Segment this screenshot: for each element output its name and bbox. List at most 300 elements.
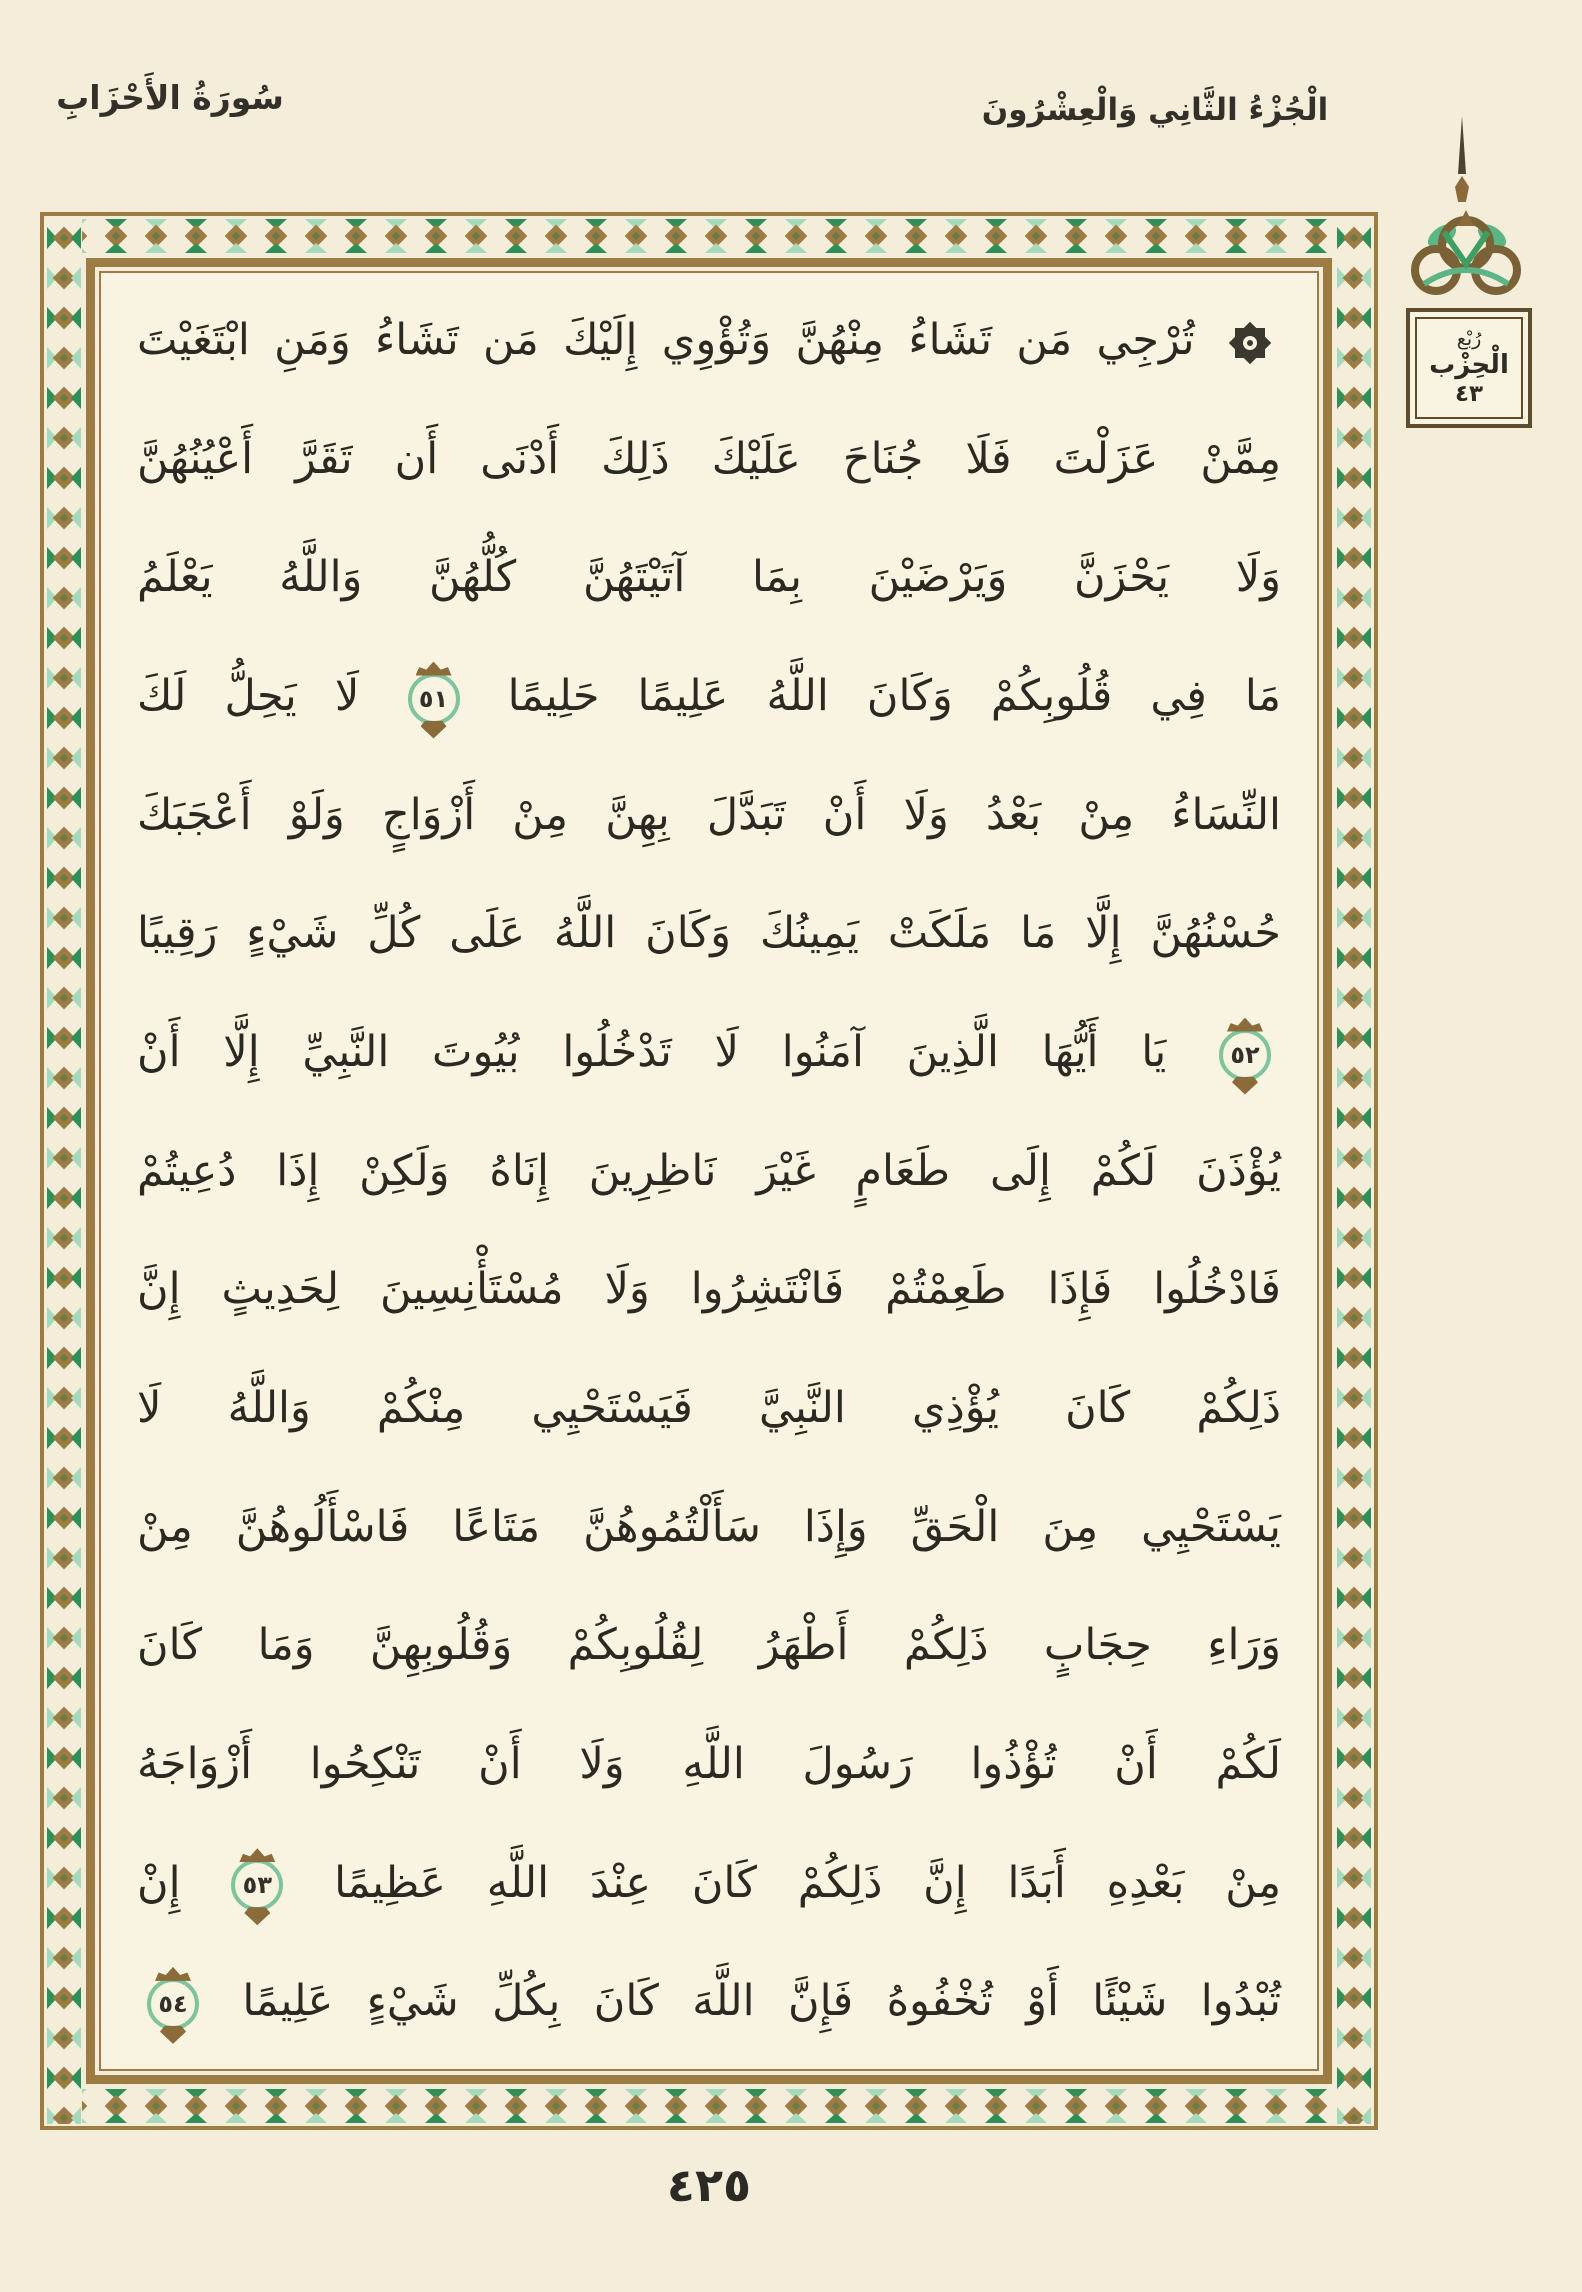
border-cell	[216, 2088, 256, 2124]
border-cell	[46, 1898, 82, 1938]
border-cell	[1336, 538, 1372, 578]
border-diamond-icon	[1343, 467, 1366, 490]
border-diamond-icon	[1105, 2095, 1128, 2118]
border-cell	[1216, 2088, 1256, 2124]
border-cell	[616, 2088, 656, 2124]
border-cell	[46, 1538, 82, 1578]
border-cell	[1336, 1818, 1372, 1858]
border-diamond-icon	[53, 1787, 76, 1810]
border-cell	[1336, 1378, 1372, 1418]
quran-line	[121, 1468, 1297, 1587]
border-diamond-icon	[1185, 2095, 1208, 2118]
border-diamond-icon	[705, 2095, 728, 2118]
border-diamond-icon	[1025, 2095, 1048, 2118]
quran-text-segment: حُسْنُهُنَّ إِلَّا مَا مَلَكَتْ يَمِينُكَ وَكَانَ اللَّهُ عَلَى كُلِّ شَيْءٍ رَقِيبًا	[137, 908, 1281, 959]
border-diamond-icon	[1343, 1987, 1366, 2010]
border-cell	[576, 218, 616, 254]
border-diamond-icon	[53, 1267, 76, 1290]
border-diamond-icon	[53, 1747, 76, 1770]
border-diamond-icon	[1265, 2095, 1288, 2118]
border-diamond-icon	[905, 225, 928, 248]
border-cell	[46, 1458, 82, 1498]
quran-text-segment: يَا أَيُّهَا الَّذِينَ آمَنُوا لَا تَدْخُلُوا بُيُوتَ النَّبِيِّ إِلَّا أَنْ	[137, 1027, 1167, 1078]
quran-text-segment: مَا فِي قُلُوبِكُمْ وَكَانَ اللَّهُ عَلِيمًا حَلِيمًا	[507, 671, 1282, 722]
border-diamond-icon	[53, 227, 76, 250]
border-cell	[1016, 2088, 1056, 2124]
border-cell	[1136, 218, 1176, 254]
border-diamond-icon	[825, 2095, 848, 2118]
border-cell	[1216, 218, 1256, 254]
border-cell	[46, 1138, 82, 1178]
border-cell	[46, 1738, 82, 1778]
quran-line	[121, 400, 1297, 519]
border-cell	[46, 2058, 82, 2098]
border-cell	[1016, 218, 1056, 254]
border-diamond-icon	[1343, 907, 1366, 930]
ayah-end-marker-icon	[231, 1859, 283, 1911]
border-diamond-icon	[865, 225, 888, 248]
border-cell	[1336, 1338, 1372, 1378]
border-cell	[46, 658, 82, 698]
border-diamond-icon	[1343, 587, 1366, 610]
border-diamond-icon	[82, 2095, 87, 2118]
border-cell	[536, 2088, 576, 2124]
border-cell	[46, 1098, 82, 1138]
border-diamond-icon	[745, 225, 768, 248]
border-diamond-icon	[53, 1947, 76, 1970]
border-diamond-icon	[505, 2095, 528, 2118]
border-diamond-icon	[53, 1547, 76, 1570]
border-diamond-icon	[53, 747, 76, 770]
quran-text-segment: وَرَاءِ حِجَابٍ ذَلِكُمْ أَطْهَرُ لِقُلُوبِكُمْ وَقُلُوبِهِنَّ وَمَا كَانَ	[137, 1620, 1281, 1671]
border-diamond-icon	[53, 1867, 76, 1890]
border-cell	[416, 2088, 456, 2124]
border-diamond-icon	[1105, 225, 1128, 248]
border-diamond-icon	[53, 387, 76, 410]
border-diamond-icon	[1343, 2067, 1366, 2090]
border-diamond-icon	[465, 225, 488, 248]
border-cell	[1336, 938, 1372, 978]
border-diamond-icon	[53, 1507, 76, 1530]
border-cell	[1336, 1018, 1372, 1058]
border-diamond-icon	[53, 2067, 76, 2090]
border-diamond-icon	[1343, 307, 1366, 330]
quran-lines	[121, 281, 1297, 2061]
border-cell	[46, 698, 82, 738]
border-diamond-icon	[1343, 1547, 1366, 1570]
border-cell	[1296, 2088, 1336, 2124]
quran-text-segment: مِنْ بَعْدِهِ أَبَدًا إِنَّ ذَلِكُمْ كَانَ عِنْدَ اللَّهِ عَظِيمًا	[334, 1857, 1281, 1908]
inner-gold-frame-thin	[99, 271, 1319, 2071]
quran-text-segment: يُؤْذَنَ لَكُمْ إِلَى طَعَامٍ غَيْرَ نَاظِرِينَ إِنَاهُ وَلَكِنْ إِذَا دُعِيتُمْ	[137, 1145, 1281, 1196]
border-pattern-left	[46, 218, 82, 2124]
border-cell	[1336, 1738, 1372, 1778]
border-cell	[46, 1338, 82, 1378]
quran-line	[121, 874, 1297, 993]
border-cell	[1256, 2088, 1296, 2124]
quran-text-segment: تُرْجِي مَن تَشَاءُ مِنْهُنَّ وَتُؤْوِي إِلَيْكَ مَن تَشَاءُ وَمَنِ ابْتَغَيْتَ	[137, 315, 1195, 365]
border-cell	[46, 1858, 82, 1898]
border-diamond-icon	[53, 787, 76, 810]
border-cell	[46, 618, 82, 658]
border-diamond-icon	[1343, 2027, 1366, 2050]
border-diamond-icon	[53, 2027, 76, 2050]
border-diamond-icon	[1343, 1387, 1366, 1410]
border-diamond-icon	[1343, 1787, 1366, 1810]
border-cell	[1336, 618, 1372, 658]
border-cell	[82, 2088, 96, 2124]
ornamental-frame	[40, 212, 1378, 2130]
border-diamond-icon	[345, 2095, 368, 2118]
border-cell	[1336, 418, 1372, 458]
border-diamond-icon	[1343, 627, 1366, 650]
border-cell	[46, 1778, 82, 1818]
border-cell	[46, 858, 82, 898]
hizb-quarter-medallion	[1406, 308, 1532, 428]
quran-text-segment: يَسْتَحْيِي مِنَ الْحَقِّ وَإِذَا سَأَلْتُمُوهُنَّ مَتَاعًا فَاسْأَلُوهُنَّ مِنْ	[137, 1501, 1281, 1552]
border-cell	[46, 1058, 82, 1098]
border-cell	[46, 818, 82, 858]
quran-text-segment: لَكُمْ أَنْ تُؤْذُوا رَسُولَ اللَّهِ وَلَا أَنْ تَنْكِحُوا أَزْوَاجَهُ	[137, 1739, 1281, 1790]
border-cell	[46, 1578, 82, 1618]
border-diamond-icon	[385, 225, 408, 248]
border-pattern-right	[1336, 218, 1372, 2124]
border-diamond-icon	[1343, 1107, 1366, 1130]
border-diamond-icon	[1265, 225, 1288, 248]
border-cell	[46, 978, 82, 1018]
border-diamond-icon	[1343, 1867, 1366, 1890]
hizb-quarter-inner	[1415, 317, 1523, 419]
border-diamond-icon	[1343, 867, 1366, 890]
border-cell	[1336, 1578, 1372, 1618]
border-diamond-icon	[53, 987, 76, 1010]
border-diamond-icon	[1025, 225, 1048, 248]
hizb-label-top: رُبْع	[1456, 328, 1482, 350]
border-cell	[46, 338, 82, 378]
border-diamond-icon	[1343, 1227, 1366, 1250]
border-cell	[1336, 1298, 1372, 1338]
border-diamond-icon	[53, 1347, 76, 1370]
quran-text-segment: إِنْ	[137, 1857, 181, 1908]
border-cell	[1096, 2088, 1136, 2124]
border-diamond-icon	[145, 225, 168, 248]
quran-line	[121, 993, 1297, 1112]
border-cell	[736, 218, 776, 254]
border-cell	[46, 938, 82, 978]
border-cell	[1336, 578, 1372, 618]
border-diamond-icon	[505, 225, 528, 248]
quran-text-segment: مِمَّنْ عَزَلْتَ فَلَا جُنَاحَ عَلَيْكَ ذَلِكَ أَدْنَى أَن تَقَرَّ أَعْيُنُهُنَّ	[137, 433, 1281, 484]
border-cell	[1336, 1498, 1372, 1538]
border-diamond-icon	[1343, 1347, 1366, 1370]
border-diamond-icon	[53, 347, 76, 370]
spike-icon	[1458, 116, 1466, 174]
border-cell	[336, 2088, 376, 2124]
border-diamond-icon	[1343, 1587, 1366, 1610]
border-diamond-icon	[1343, 987, 1366, 1010]
border-diamond-icon	[225, 2095, 248, 2118]
border-diamond-icon	[625, 2095, 648, 2118]
border-cell	[46, 778, 82, 818]
border-cell	[616, 218, 656, 254]
hizb-label-main: الْحِزْب	[1429, 350, 1509, 380]
border-cell	[296, 218, 336, 254]
border-diamond-icon	[53, 1667, 76, 1690]
quran-line	[121, 281, 1297, 400]
border-cell	[1336, 2058, 1372, 2098]
quran-line	[121, 1112, 1297, 1231]
border-cell	[46, 298, 82, 338]
border-diamond-icon	[53, 1987, 76, 2010]
hizb-number: ٤٣	[1454, 381, 1484, 407]
border-cell	[96, 2088, 136, 2124]
border-diamond-icon	[785, 225, 808, 248]
border-cell	[456, 218, 496, 254]
border-cell	[496, 2088, 536, 2124]
spike-finial-icon	[1455, 176, 1469, 202]
rub-el-hizb-icon	[1227, 320, 1273, 366]
border-diamond-icon	[105, 225, 128, 248]
border-cell	[856, 2088, 896, 2124]
border-cell	[46, 1818, 82, 1858]
border-diamond-icon	[145, 2095, 168, 2118]
quran-text-segment: لَا يَحِلُّ لَكَ	[137, 671, 360, 722]
border-diamond-icon	[53, 627, 76, 650]
border-diamond-icon	[665, 225, 688, 248]
border-diamond-icon	[1225, 2095, 1248, 2118]
border-diamond-icon	[625, 225, 648, 248]
border-diamond-icon	[265, 2095, 288, 2118]
border-cell	[816, 218, 856, 254]
border-cell	[376, 2088, 416, 2124]
quran-line	[121, 1586, 1297, 1705]
border-diamond-icon	[53, 1587, 76, 1610]
border-cell	[1336, 1658, 1372, 1698]
border-cell	[456, 2088, 496, 2124]
border-cell	[1296, 218, 1336, 254]
border-diamond-icon	[1343, 267, 1366, 290]
border-diamond-icon	[105, 2095, 128, 2118]
quran-line	[121, 637, 1297, 756]
border-diamond-icon	[53, 267, 76, 290]
inner-gold-frame	[86, 258, 1332, 2084]
juz-title: الْجُزْءُ الثَّانِي وَالْعِشْرُونَ	[981, 92, 1329, 128]
border-cell	[1336, 498, 1372, 538]
border-diamond-icon	[1343, 1027, 1366, 1050]
border-cell	[46, 498, 82, 538]
border-diamond-icon	[53, 1227, 76, 1250]
border-diamond-icon	[53, 1907, 76, 1930]
border-diamond-icon	[985, 2095, 1008, 2118]
border-diamond-icon	[1343, 347, 1366, 370]
border-cell	[1256, 218, 1296, 254]
border-cell	[96, 218, 136, 254]
border-diamond-icon	[1343, 507, 1366, 530]
hizb-knot-icon	[1396, 204, 1536, 310]
border-diamond-icon	[1343, 1947, 1366, 1970]
border-cell	[46, 1178, 82, 1218]
quran-line	[121, 1349, 1297, 1468]
border-cell	[1176, 2088, 1216, 2124]
border-cell	[46, 1498, 82, 1538]
border-diamond-icon	[53, 1427, 76, 1450]
border-diamond-icon	[53, 507, 76, 530]
ayah-end-marker-icon	[1219, 1029, 1271, 1081]
border-diamond-icon	[1343, 1467, 1366, 1490]
quran-line	[121, 756, 1297, 875]
border-cell	[1336, 258, 1372, 298]
border-cell	[776, 218, 816, 254]
border-diamond-icon	[1343, 547, 1366, 570]
border-diamond-icon	[53, 1187, 76, 1210]
border-diamond-icon	[82, 225, 87, 248]
border-diamond-icon	[945, 2095, 968, 2118]
border-cell	[296, 2088, 336, 2124]
border-cell	[816, 2088, 856, 2124]
border-diamond-icon	[185, 225, 208, 248]
border-cell	[336, 218, 376, 254]
border-diamond-icon	[1225, 225, 1248, 248]
border-diamond-icon	[53, 1107, 76, 1130]
border-diamond-icon	[1343, 1667, 1366, 1690]
border-diamond-icon	[1065, 225, 1088, 248]
border-diamond-icon	[53, 947, 76, 970]
border-diamond-icon	[53, 467, 76, 490]
border-cell	[46, 1218, 82, 1258]
border-cell	[1336, 698, 1372, 738]
border-diamond-icon	[1343, 747, 1366, 770]
border-cell	[1336, 338, 1372, 378]
border-diamond-icon	[53, 907, 76, 930]
border-diamond-icon	[705, 225, 728, 248]
ayah-number: ٥٢	[1230, 1040, 1260, 1069]
ayah-number: ٥٣	[242, 1871, 272, 1900]
border-pattern-bottom	[82, 2088, 1336, 2124]
border-diamond-icon	[1343, 387, 1366, 410]
quran-text-segment: ذَلِكُمْ كَانَ يُؤْذِي النَّبِيَّ فَيَسْتَحْيِي مِنْكُمْ وَاللَّهُ لَا	[137, 1383, 1281, 1434]
border-diamond-icon	[53, 1387, 76, 1410]
border-cell	[46, 1618, 82, 1658]
border-cell	[1336, 1858, 1372, 1898]
border-diamond-icon	[785, 2095, 808, 2118]
border-pattern-top	[82, 218, 1336, 254]
ayah-end-marker-icon	[147, 1978, 199, 2030]
quran-line	[121, 1942, 1297, 2061]
border-cell	[696, 2088, 736, 2124]
border-cell	[1336, 1058, 1372, 1098]
border-diamond-icon	[345, 225, 368, 248]
border-diamond-icon	[1305, 2095, 1328, 2118]
border-diamond-icon	[1343, 787, 1366, 810]
border-diamond-icon	[53, 1627, 76, 1650]
border-diamond-icon	[53, 547, 76, 570]
border-cell	[1336, 1458, 1372, 1498]
border-cell	[936, 2088, 976, 2124]
surah-title: سُورَةُ الأَحْزَابِ	[56, 78, 284, 117]
border-cell	[1336, 658, 1372, 698]
border-cell	[46, 1978, 82, 2018]
border-diamond-icon	[53, 2107, 76, 2124]
border-diamond-icon	[1343, 667, 1366, 690]
border-diamond-icon	[53, 1467, 76, 1490]
border-cell	[656, 2088, 696, 2124]
border-cell	[46, 1698, 82, 1738]
border-cell	[1336, 1098, 1372, 1138]
quran-line	[121, 1230, 1297, 1349]
border-cell	[46, 1018, 82, 1058]
border-diamond-icon	[1343, 1507, 1366, 1530]
border-cell	[896, 2088, 936, 2124]
border-diamond-icon	[53, 667, 76, 690]
border-cell	[1336, 738, 1372, 778]
quran-text-segment: وَلَا يَحْزَنَّ وَيَرْضَيْنَ بِمَا آتَيْتَهُنَّ كُلُّهُنَّ وَاللَّهُ يَعْلَمُ	[137, 552, 1281, 603]
border-diamond-icon	[1343, 1707, 1366, 1730]
border-diamond-icon	[305, 2095, 328, 2118]
ayah-number: ٥٤	[158, 1989, 188, 2018]
border-diamond-icon	[545, 225, 568, 248]
border-cell	[1336, 1178, 1372, 1218]
border-cell	[46, 1658, 82, 1698]
border-diamond-icon	[53, 867, 76, 890]
border-cell	[1056, 2088, 1096, 2124]
border-diamond-icon	[545, 2095, 568, 2118]
border-cell	[1336, 1258, 1372, 1298]
border-cell	[136, 218, 176, 254]
border-diamond-icon	[53, 1707, 76, 1730]
border-cell	[376, 218, 416, 254]
rub-el-hizb-part	[1243, 336, 1257, 350]
border-diamond-icon	[1343, 1267, 1366, 1290]
border-cell	[46, 1378, 82, 1418]
border-cell	[1336, 378, 1372, 418]
border-diamond-icon	[1343, 1907, 1366, 1930]
border-cell	[1336, 1418, 1372, 1458]
border-cell	[496, 218, 536, 254]
border-diamond-icon	[1343, 707, 1366, 730]
border-diamond-icon	[665, 2095, 688, 2118]
border-diamond-icon	[185, 2095, 208, 2118]
border-cell	[1336, 1218, 1372, 1258]
border-diamond-icon	[305, 225, 328, 248]
border-cell	[46, 378, 82, 418]
border-cell	[1336, 778, 1372, 818]
quran-line	[121, 1824, 1297, 1943]
border-cell	[256, 218, 296, 254]
border-cell	[1336, 978, 1372, 1018]
border-cell	[696, 218, 736, 254]
border-diamond-icon	[1343, 827, 1366, 850]
border-cell	[176, 218, 216, 254]
border-cell	[136, 2088, 176, 2124]
border-cell	[976, 2088, 1016, 2124]
border-diamond-icon	[385, 2095, 408, 2118]
border-diamond-icon	[1343, 2107, 1366, 2124]
border-diamond-icon	[985, 225, 1008, 248]
border-cell	[1336, 1138, 1372, 1178]
border-diamond-icon	[265, 225, 288, 248]
border-cell	[256, 2088, 296, 2124]
border-diamond-icon	[53, 827, 76, 850]
border-cell	[46, 1938, 82, 1978]
border-diamond-icon	[53, 1027, 76, 1050]
border-cell	[1336, 458, 1372, 498]
border-cell	[46, 218, 82, 258]
border-diamond-icon	[1343, 1307, 1366, 1330]
border-cell	[1336, 858, 1372, 898]
border-diamond-icon	[1343, 427, 1366, 450]
border-cell	[736, 2088, 776, 2124]
ayah-number: ٥١	[418, 684, 449, 713]
